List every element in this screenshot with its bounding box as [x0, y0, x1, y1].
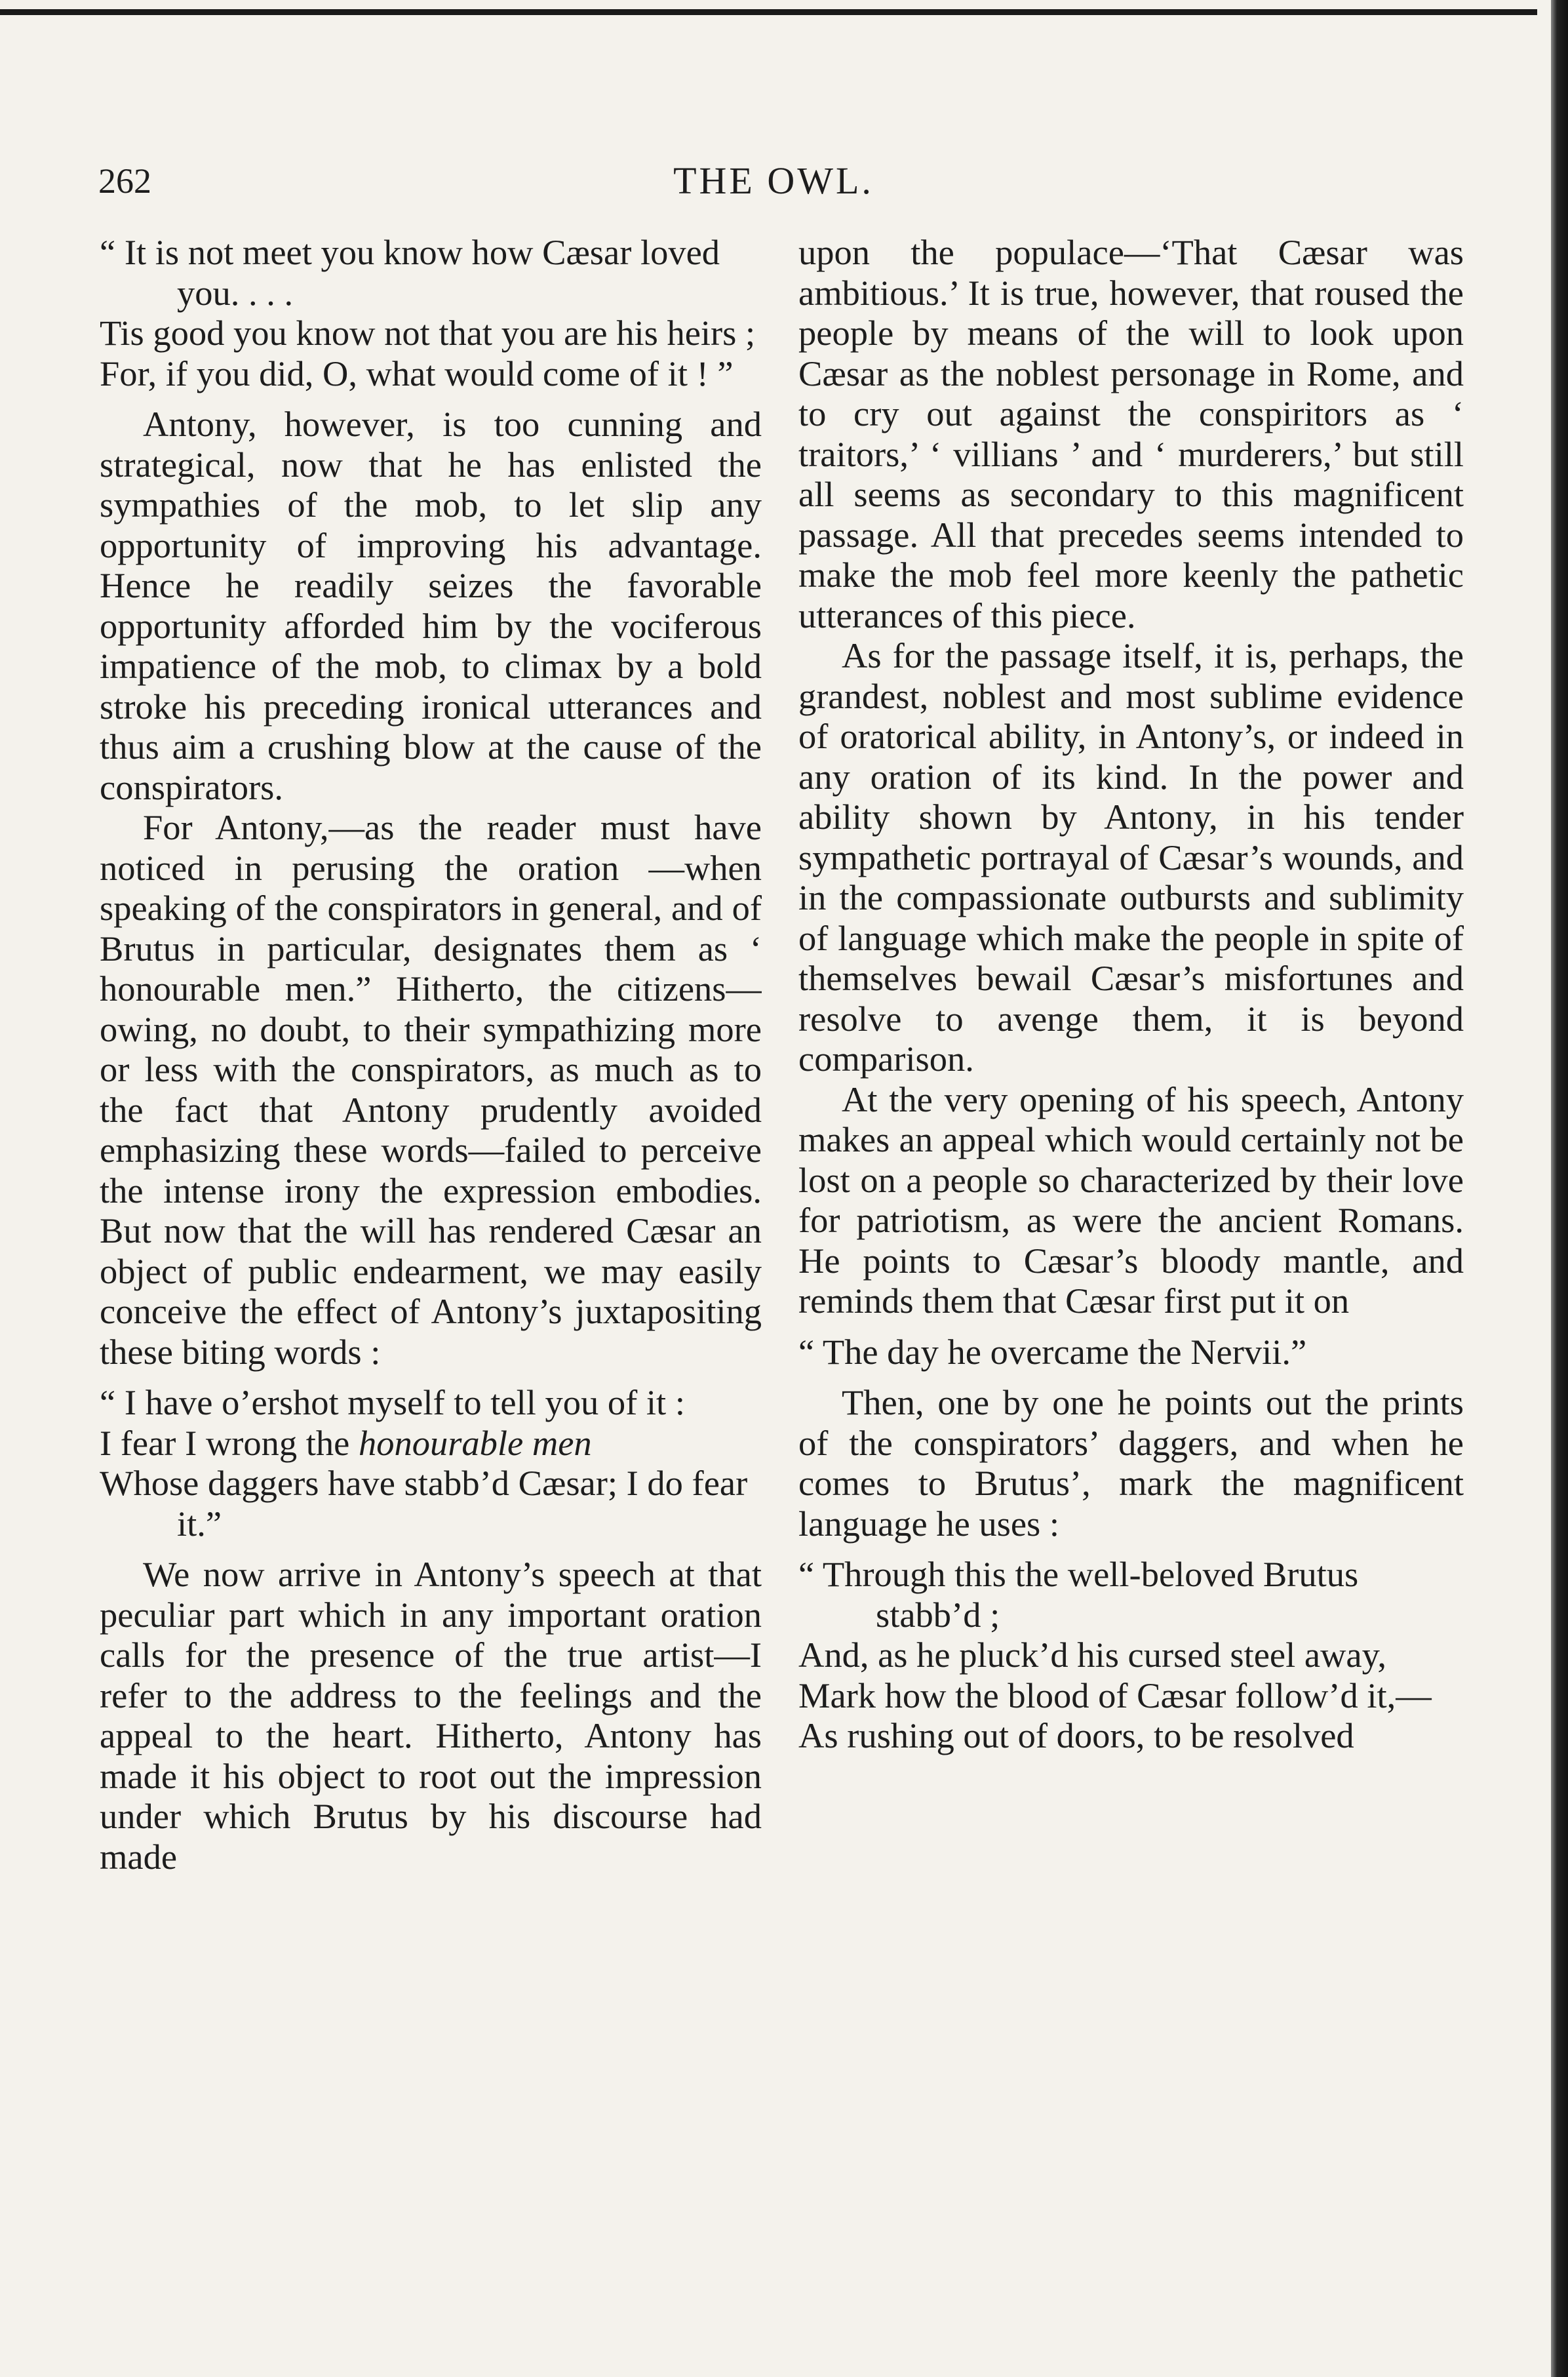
quote-nervii: “ The day he overcame the Nervii.” — [798, 1331, 1307, 1372]
verse-line: Whose daggers have stabb’d Cæsar; I do fear it.” — [100, 1463, 748, 1544]
paragraph-antony-cunning: Antony, however, is too cunning and strategical, now that he has enlisted the sympathies of the mob, to let slip any opportunity of improving his advantage. Hence he readily seizes the favorable opportunity afforded him by the vociferous impatience of the mob, to climax by a bold stroke his preceding ironical utterances and thus aim a crushing blow at the cause of the conspirators. — [100, 404, 762, 807]
top-border-rule — [0, 9, 1537, 15]
verse-line: Tis good you know not that you are his heirs ; — [100, 313, 756, 353]
page-edge-shadow — [1551, 0, 1568, 2377]
italic-honourable-men: honourable men — [358, 1422, 592, 1463]
paragraph-passage-itself: As for the passage itself, it is, perhaps, the grandest, noblest and most sublime evidence of oratorical ability, in Antony’s, or indeed in any oration of its kind. In the power and ability shown by Antony, in his tender sympathetic portrayal of Cæsar’s wounds, and in the compassionate outbursts and sublimity of language which make the people in spite of themselves bewail Cæsar’s misfortunes and resolve to avenge them, it is beyond comparison. — [798, 635, 1464, 1079]
page-header — [98, 155, 1449, 207]
right-column — [798, 232, 1464, 2265]
verse-text: I fear I wrong the — [100, 1422, 359, 1463]
verse-line: For, if you did, O, what would come of it ! ” — [100, 353, 734, 393]
paragraph-true-artist: We now arrive in Antony’s speech at that peculiar part which in any important oration calls for the presence of the true artist—I refer to the address to the feelings and the appeal to the heart. Hitherto, Antony has made it his object to root out the impression under which Brutus by his discourse had made — [100, 1554, 762, 1877]
running-title: THE OWL. — [673, 159, 874, 202]
paragraph-honourable-men: For Antony,—as the reader must have noticed in perusing the oration —when speaking of the conspirators in general, and of Brutus in particular, designates them as ‘ honourable men.” Hitherto, the citizens—owing, no doubt, to their sympathizing more or less with the conspirators, as much as to the fact that Antony prudently avoided emphasizing these words—failed to perceive the intense irony the expression embodies. But now that the will has rendered Cæsar an object of public endearment, we may easily conceive the effect of Antony’s juxtapositing these biting words : — [100, 807, 762, 1372]
paragraph-populace: upon the populace—‘That Cæsar was ambitious.’ It is true, however, that roused the people by means of the will to look upon Cæsar as the noblest personage in Rome, and to cry out against the conspiritors as ‘ traitors,’ ‘ villians ’ and ‘ murderers,’ but still all seems as secondary to this magnificent passage. All that precedes seems intended to make the mob feel more keenly the pathetic utterances of this piece. — [798, 232, 1464, 635]
verse-line: And, as he pluck’d his cursed steel away, — [798, 1635, 1386, 1675]
paragraph-opening-speech: At the very opening of his speech, Antony makes an appeal which would certainly not be lost on a people so characterized by their love for patriotism, as were the ancient Romans. He points to Cæsar’s bloody mantle, and reminds them that Cæsar first put it on — [798, 1079, 1464, 1321]
verse-quote-oershot — [100, 1382, 762, 1544]
page-number: 262 — [98, 161, 151, 201]
verse-line: “ It is not meet you know how Cæsar loved you. . . . — [100, 232, 720, 313]
verse-line: “ Through this the well-beloved Brutus stabb’d ; — [798, 1554, 1359, 1635]
verse-quote-heirs — [100, 232, 762, 393]
left-column — [100, 232, 762, 2265]
verse-line: Mark how the blood of Cæsar follow’d it,— — [798, 1675, 1432, 1715]
verse-line — [100, 1423, 762, 1464]
paragraph-daggers: Then, one by one he points out the prints of the conspirators’ daggers, and when he comes to Brutus’, mark the magnificent language he uses : — [798, 1382, 1464, 1544]
verse-line: “ I have o’ershot myself to tell you of it : — [100, 1382, 685, 1422]
verse-line: As rushing out of doors, to be resolved — [798, 1715, 1354, 1755]
verse-quote-brutus — [798, 1554, 1464, 1756]
